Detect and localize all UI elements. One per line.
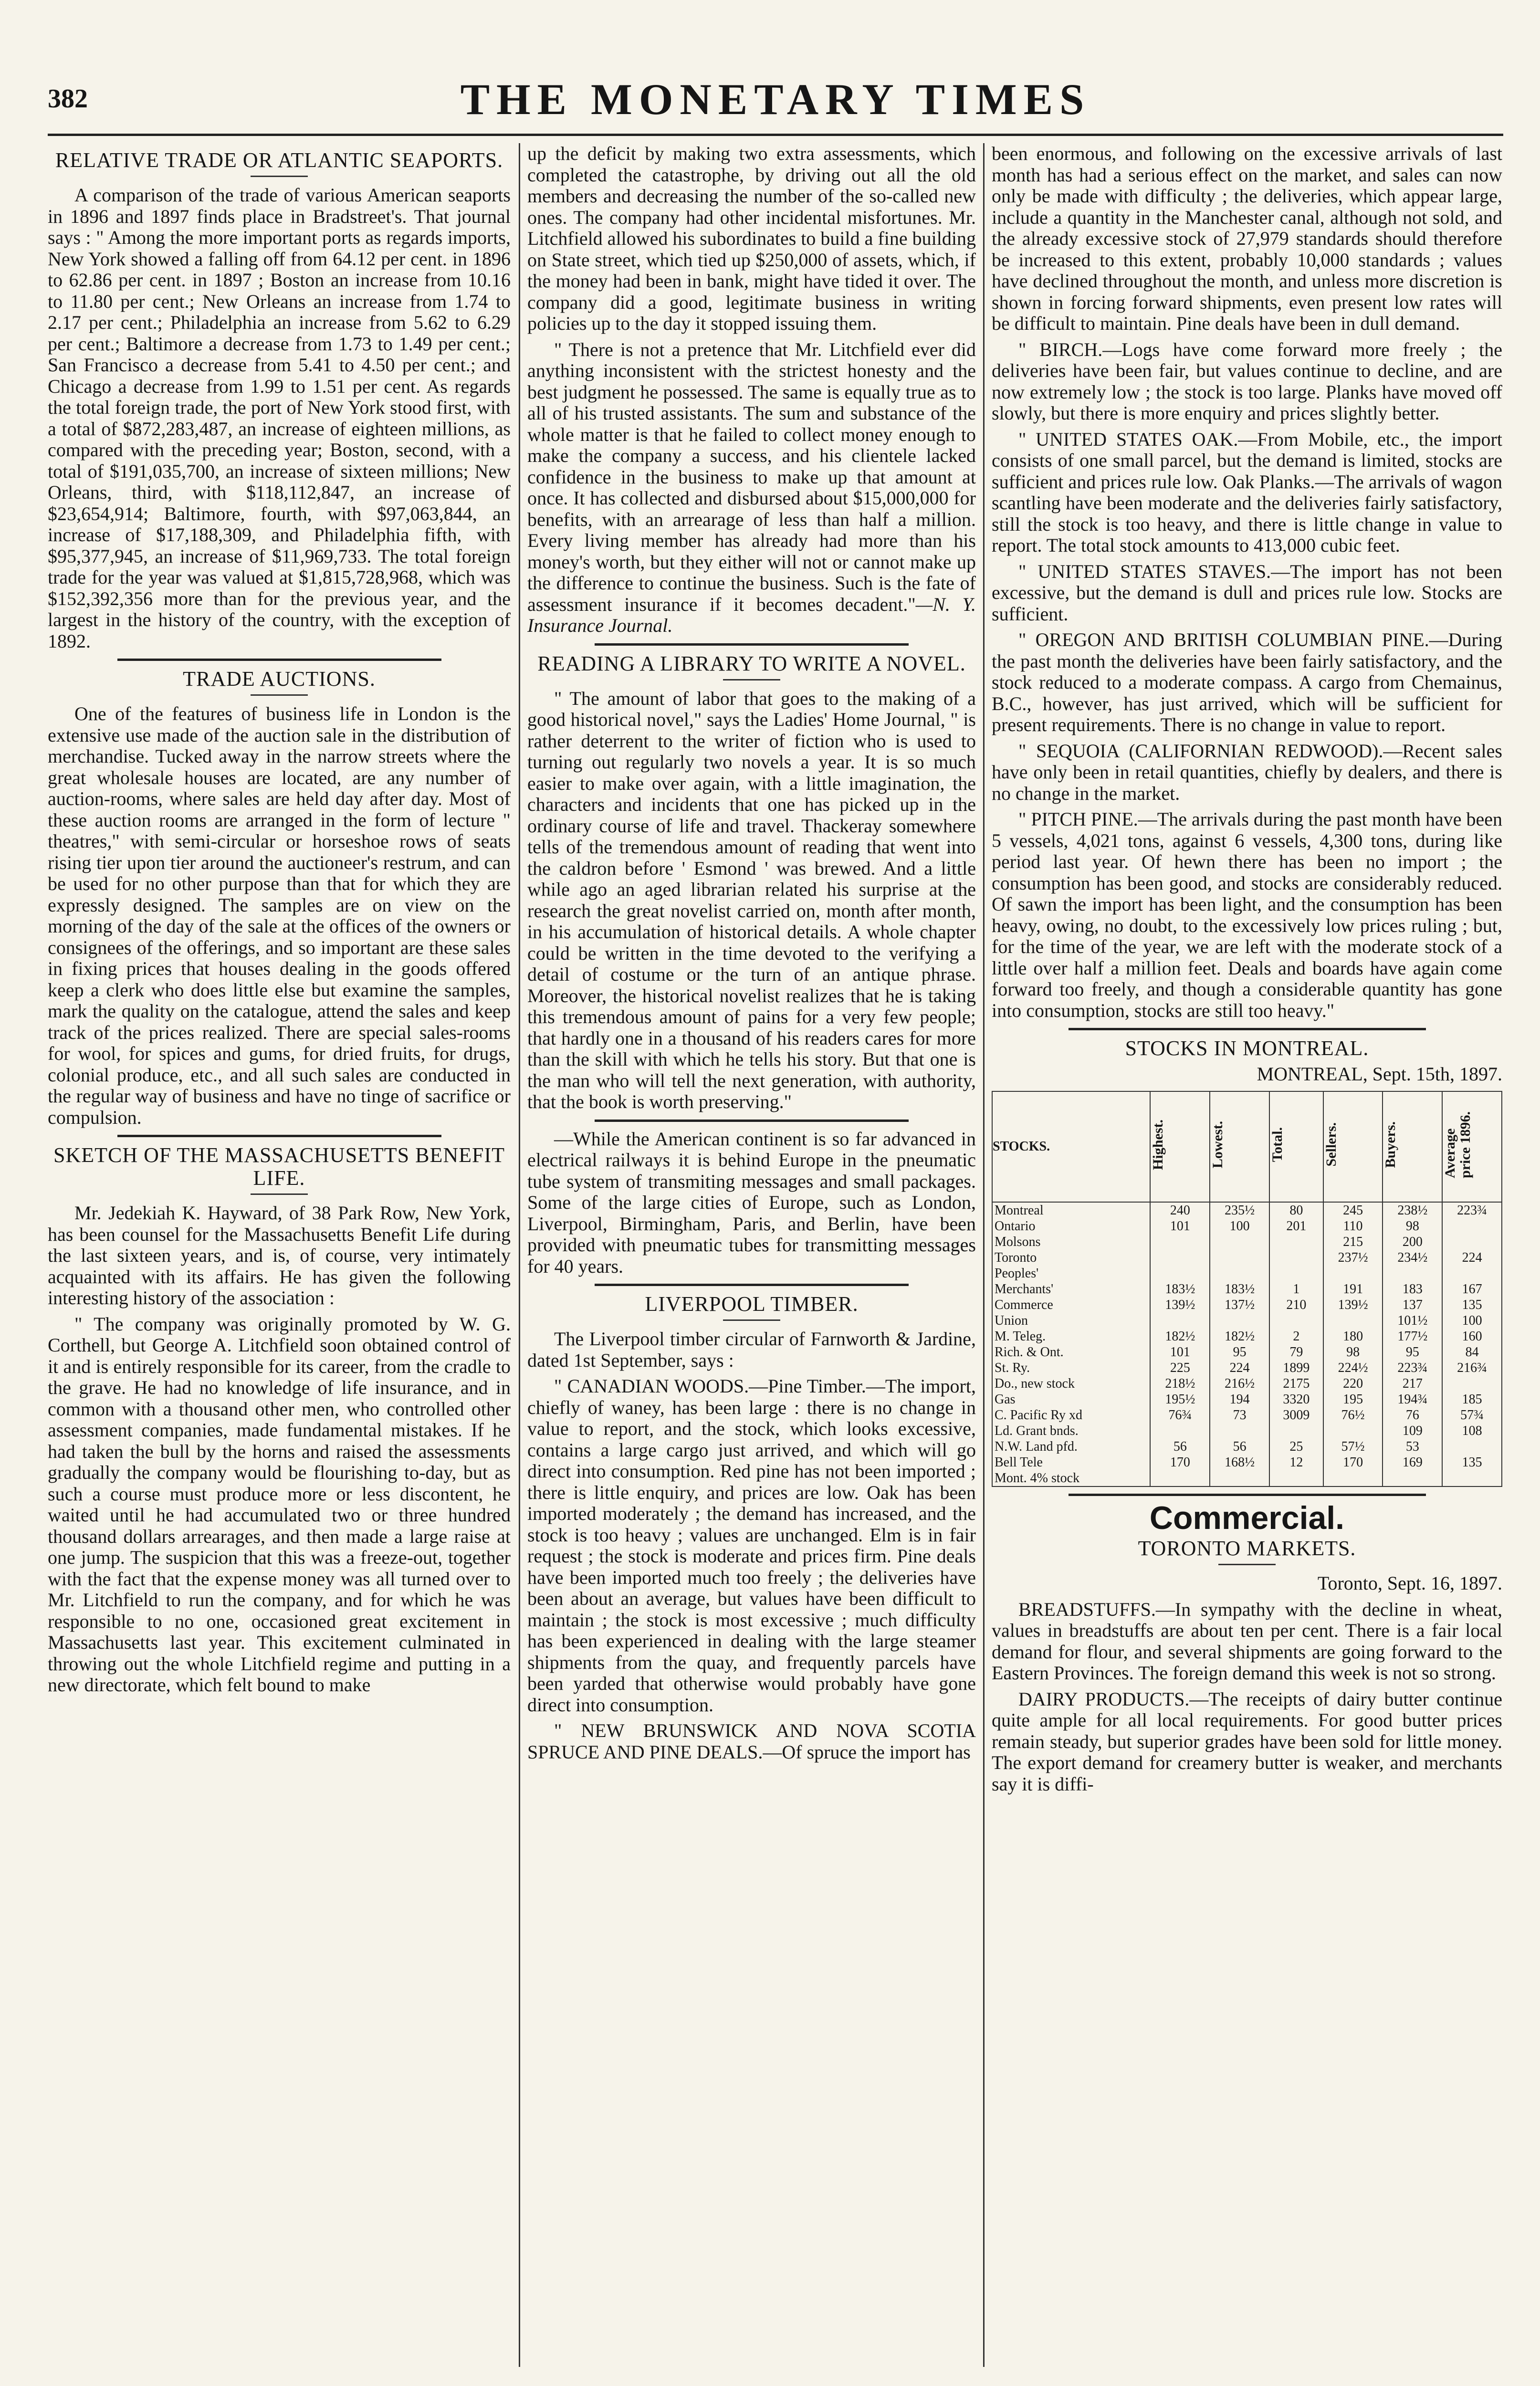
stock-name: Commerce bbox=[992, 1297, 1150, 1313]
stock-value: 53 bbox=[1383, 1439, 1442, 1455]
stock-value bbox=[1323, 1423, 1383, 1439]
stocks-header-label: Buyers. bbox=[1383, 1121, 1399, 1168]
stock-value: 169 bbox=[1383, 1455, 1442, 1470]
article-paragraph bbox=[527, 339, 976, 637]
stock-value bbox=[1442, 1218, 1502, 1234]
stock-value: 98 bbox=[1383, 1218, 1442, 1234]
stock-value bbox=[1442, 1439, 1502, 1455]
stocks-row bbox=[992, 1423, 1502, 1439]
stocks-header-cell bbox=[1442, 1091, 1502, 1202]
stock-value: 218½ bbox=[1150, 1376, 1210, 1392]
stock-value bbox=[1210, 1266, 1269, 1281]
stocks-dateline: MONTREAL, Sept. 15th, 1897. bbox=[1257, 1063, 1502, 1085]
stock-value bbox=[1383, 1266, 1442, 1281]
stock-value: 57½ bbox=[1323, 1439, 1383, 1455]
stock-value bbox=[1323, 1266, 1383, 1281]
article-divider bbox=[117, 1135, 441, 1137]
stock-value: 201 bbox=[1269, 1218, 1323, 1234]
stocks-header-cell: STOCKS. bbox=[992, 1091, 1150, 1202]
stock-value: 108 bbox=[1442, 1423, 1502, 1439]
column-divider-1 bbox=[519, 143, 520, 2367]
stock-value: 109 bbox=[1383, 1423, 1442, 1439]
stocks-row bbox=[992, 1281, 1502, 1297]
stocks-header-cell bbox=[1150, 1091, 1210, 1202]
stock-value: 3009 bbox=[1269, 1407, 1323, 1423]
article-title: SKETCH OF THE MASSACHUSETTS BENEFIT LIFE. bbox=[53, 1143, 505, 1190]
stock-value: 183 bbox=[1383, 1281, 1442, 1297]
stocks-row bbox=[992, 1202, 1502, 1218]
stock-value: 12 bbox=[1269, 1455, 1323, 1470]
stock-value: 216½ bbox=[1210, 1376, 1269, 1392]
stock-value: 225 bbox=[1150, 1360, 1210, 1376]
stocks-row bbox=[992, 1329, 1502, 1344]
article-paragraph: " SEQUOIA (CALIFORNIAN REDWOOD).—Recent sales have only been in retail quantities, chiefly by dealers, and there is no change in the market. bbox=[992, 740, 1502, 804]
article-title: LIVERPOOL TIMBER. bbox=[645, 1292, 859, 1316]
stocks-row bbox=[992, 1344, 1502, 1360]
article-title: TRADE AUCTIONS. bbox=[183, 667, 376, 691]
stocks-header-label: Average price 1896. bbox=[1442, 1111, 1474, 1178]
stock-value bbox=[1150, 1470, 1210, 1486]
article-paragraph: " The amount of labor that goes to the making of a good historical novel," says the Ladies' Home Journal, " is rather deterrent to the writer of fiction who is used to turning out regularly two novels a year. It is so much easier to make over again, with a little imagination, the characters and incidents that one has picked up in the ordinary course of life and travel. Thackeray somewhere tells of the tremendous amount of reading that went into the caldron before ' Esmond ' was brewed. And a little while ago an aged librarian related his surprise at the research the great novelist carried on, month after month, in his accumulation of historical details. A whole chapter could be written in the time devoted to the verifying a detail of costume or the turn of an antique phrase. Moreover, the historical novelist realizes that he is taking this tremendous amount of pains for a very few people; that hardly one in a thousand of his readers cares for more than the skill with which he tells his story. But that one is the man who will tell the next generation, with authority, that the book is worth preserving." bbox=[527, 687, 976, 1112]
stock-value: 240 bbox=[1150, 1202, 1210, 1218]
article-paragraph: —While the American continent is so far advanced in electrical railways it is behind Europe in the pneumatic tube system of transmiting messages and small packages. Some of the large cities of Europe, such as London, Liverpool, Birmingham, Paris, and Berlin, have been provided with pneumatic tubes for transmitting messages for 40 years. bbox=[527, 1128, 976, 1277]
stock-value: 215 bbox=[1323, 1234, 1383, 1250]
stocks-row bbox=[992, 1313, 1502, 1329]
stock-value bbox=[1150, 1266, 1210, 1281]
stock-value: 98 bbox=[1323, 1344, 1383, 1360]
stock-value: 170 bbox=[1150, 1455, 1210, 1470]
column-3 bbox=[992, 143, 1502, 2372]
stock-name: Union bbox=[992, 1313, 1150, 1329]
stock-name: Montreal bbox=[992, 1202, 1150, 1218]
stock-value: 137½ bbox=[1210, 1297, 1269, 1313]
quote-text: " There is not a pretence that Mr. Litchfield ever did anything inconsistent with the strictest honesty and the best judgment he possessed. The same is equally true as to all of his trusted assistants. The sum and substance of the whole matter is that he failed to collect money enough to make the company a success, and his clientele lacked confidence in the business to make up that amount at once. It has collected and disbursed about $15,000,000 for benefits, with an arrearage of less than half a million. Every living member has already had more than his money's worth, but they either will not or cannot make up the difference to continue the business. Such is the fate of assessment insurance if it becomes decadent." bbox=[527, 338, 976, 615]
stock-value: 195½ bbox=[1150, 1392, 1210, 1407]
stock-value: 234½ bbox=[1383, 1250, 1442, 1266]
stock-value: 177½ bbox=[1383, 1329, 1442, 1344]
stock-name: St. Ry. bbox=[992, 1360, 1150, 1376]
article-paragraph: " CANADIAN WOODS.—Pine Timber.—The import, chiefly of waney, has been large : there is no change in value to report, and the stock, which looks excessive, contains a large cargo just arrived, and which will go direct into consumption. Red pine has not been imported ; there is little enquiry, and prices are low. Oak has been imported moderately ; the demand has increased, and the stock is too heavy ; values are unchanged. Elm is in fair request ; the stock is moderate and prices firm. Pine deals have been imported much too freely ; the deliveries have been about an average, but values have been difficult to maintain ; the stock is most excessive ; much difficulty has been experienced in dealing with the large steamer shipments from the quay, and frequently parcels have been yarded that otherwise would probably have gone direct into consumption. bbox=[527, 1375, 976, 1716]
article-divider bbox=[595, 1284, 909, 1286]
article-paragraph: DAIRY PRODUCTS.—The receipts of dairy butter continue quite ample for all local requirements. For good butter prices remain steady, but superior grades have been sold for little money. The export demand for creamery butter is weaker, and merchants say it is diffi- bbox=[992, 1688, 1502, 1795]
stock-value bbox=[1442, 1470, 1502, 1486]
stock-value: 73 bbox=[1210, 1407, 1269, 1423]
stock-value: 210 bbox=[1269, 1297, 1323, 1313]
stocks-row bbox=[992, 1250, 1502, 1266]
stock-value: 195 bbox=[1323, 1392, 1383, 1407]
stock-value: 170 bbox=[1323, 1455, 1383, 1470]
stock-value: 101½ bbox=[1383, 1313, 1442, 1329]
stock-value: 57¾ bbox=[1442, 1407, 1502, 1423]
stock-value bbox=[1210, 1234, 1269, 1250]
stock-value: 95 bbox=[1210, 1344, 1269, 1360]
stock-value: 160 bbox=[1442, 1329, 1502, 1344]
stocks-row bbox=[992, 1376, 1502, 1392]
stock-value: 167 bbox=[1442, 1281, 1502, 1297]
stocks-title: STOCKS IN MONTREAL. bbox=[1125, 1036, 1369, 1060]
stock-name: Do., new stock bbox=[992, 1376, 1150, 1392]
article-divider bbox=[1069, 1494, 1426, 1496]
article-divider bbox=[1069, 1028, 1426, 1030]
article-paragraph: " NEW BRUNSWICK AND NOVA SCOTIA SPRUCE AND PINE DEALS.—Of spruce the import has bbox=[527, 1720, 976, 1763]
stocks-table bbox=[992, 1091, 1502, 1487]
stock-value: 110 bbox=[1323, 1218, 1383, 1234]
stocks-header-row bbox=[992, 1091, 1502, 1202]
article-title: READING A LIBRARY TO WRITE A NOVEL. bbox=[537, 651, 966, 675]
stock-value: 137 bbox=[1383, 1297, 1442, 1313]
article-paragraph: " PITCH PINE.—The arrivals during the past month have been 5 vessels, 4,021 tons, against 6 vessels, 4,300 tons, during like period last year. Of hewn there has been no import ; the consumption has been good, and stocks are considerably reduced. Of sawn the import has been light, and the consumption has been heavy, owing, no doubt, to the excessively low prices ruling ; but, for the time of the year, we are left with the moderate stock of a little over half a million feet. Deals and boards have again come forward too freely, and though a considerable quantity has gone into consumption, stocks are still too heavy." bbox=[992, 808, 1502, 1021]
stock-value: 235½ bbox=[1210, 1202, 1269, 1218]
stock-value: 224 bbox=[1442, 1250, 1502, 1266]
stocks-row bbox=[992, 1218, 1502, 1234]
stock-value: 2175 bbox=[1269, 1376, 1323, 1392]
stocks-row bbox=[992, 1392, 1502, 1407]
stock-value: 185 bbox=[1442, 1392, 1502, 1407]
article-divider bbox=[595, 1120, 909, 1122]
article-title: RELATIVE TRADE OR ATLANTIC SEAPORTS. bbox=[55, 148, 503, 172]
stocks-header-label: Lowest. bbox=[1210, 1120, 1226, 1169]
article-paragraph: The Liverpool timber circular of Farnworth & Jardine, dated 1st September, says : bbox=[527, 1328, 976, 1371]
stock-value: 237½ bbox=[1323, 1250, 1383, 1266]
stock-name: Peoples' bbox=[992, 1266, 1150, 1281]
stock-value: 183½ bbox=[1150, 1281, 1210, 1297]
stock-value: 183½ bbox=[1210, 1281, 1269, 1297]
stock-name: Ontario bbox=[992, 1218, 1150, 1234]
stock-value: 216¾ bbox=[1442, 1360, 1502, 1376]
stock-value: 224 bbox=[1210, 1360, 1269, 1376]
stock-value: 139½ bbox=[1150, 1297, 1210, 1313]
stock-value: 224½ bbox=[1323, 1360, 1383, 1376]
stock-value: 139½ bbox=[1323, 1297, 1383, 1313]
stock-value bbox=[1210, 1313, 1269, 1329]
section-title: Commercial. bbox=[1149, 1499, 1345, 1536]
stock-value bbox=[1269, 1423, 1323, 1439]
column-1 bbox=[48, 143, 511, 2372]
stock-value: 2 bbox=[1269, 1329, 1323, 1344]
article-paragraph: " BIRCH.—Logs have come forward more freely ; the deliveries have been fair, but values continue to decline, and are now extremely low ; the stock is too large. Planks have moved off slowly, but there is more enquiry and prices slightly better. bbox=[992, 338, 1502, 424]
stocks-header-cell bbox=[1210, 1091, 1269, 1202]
stock-value bbox=[1269, 1234, 1323, 1250]
stock-name: Rich. & Ont. bbox=[992, 1344, 1150, 1360]
stock-value: 223¾ bbox=[1383, 1360, 1442, 1376]
stock-name: Toronto bbox=[992, 1250, 1150, 1266]
stock-value: 100 bbox=[1442, 1313, 1502, 1329]
masthead-title: THE MONETARY TIMES bbox=[460, 75, 1091, 124]
article-paragraph: One of the features of business life in London is the extensive use made of the auction sale in the distribution of merchandise. Tucked away in the narrow streets where the great wholesale houses are located, are any number of auction-rooms, where sales are held day after day. Most of these auction rooms are arranged in the form of lecture " theatres," with semi-circular or horseshoe rows of seats rising tier upon tier around the auctioneer's restrum, and can be used for no other purpose than that for which they are expressly designed. The samples are on view on the morning of the day of the sale at the offices of the owners or consignees of the offerings, and so important are these sales in fixing prices that houses dealing in the goods offered keep a clerk who does little else but examine the samples, mark the quality on the catalogue, attend the sales and keep track of the prices realized. There are special sales-rooms for wool, for spices and gums, for dried fruits, for drugs, colonial produce, etc., and all such sales are conducted in the regular way of business and have no tinge of sacrifice or compulsion. bbox=[48, 703, 511, 1128]
stocks-row bbox=[992, 1234, 1502, 1250]
page-header bbox=[48, 74, 1503, 129]
stocks-row bbox=[992, 1407, 1502, 1423]
source-credit: —N. Y. Insurance Journal. bbox=[527, 593, 976, 636]
stock-name: C. Pacific Ry xd bbox=[992, 1407, 1150, 1423]
stock-value bbox=[1323, 1470, 1383, 1486]
article-paragraph: " The company was originally promoted by W. G. Corthell, but George A. Litchfield soon obtained control of it and is entirely responsible for its career, from the cradle to the grave. He had no knowledge of life insurance, and in common with a thousand other men, who controlled other assessment companies, made fundamental mistakes. If he had taken the bull by the horns and raised the assessments gradually the company would be flourishing to-day, but as such a course must produce more or less discontent, he waited until he had accumulated two or three hundred thousand dollars arrearages, and then made a large raise at one jump. The suspicion that this was a freeze-out, together with the fact that the expense money was all turned over to Mr. Litchfield to run the company, and for which he was responsible to no one, occasioned great excitement in Massachusetts last year. This excitement culminated in throwing out the whole Litchfield regime and putting in a new directorate, which felt bound to make bbox=[48, 1313, 511, 1695]
article-paragraph: " UNITED STATES OAK.—From Mobile, etc., the import consists of one small parcel, but the demand is limited, stocks are sufficient and prices rule low. Oak Planks.—The arrivals of wagon scantling have been moderate and the deliveries fairly satisfactory, still the stock is too heavy, and there is little change in value to report. The total stock amounts to 413,000 cubic feet. bbox=[992, 428, 1502, 556]
stock-value: 223¾ bbox=[1442, 1202, 1502, 1218]
article-paragraph: A comparison of the trade of various American seaports in 1896 and 1897 finds place in Bradstreet's. That journal says : " Among the more important ports as regards imports, New York showed a falling off from 64.12 per cent. in 1896 to 62.86 per cent. in 1897 ; Boston an increase from 10.16 to 11.80 per cent.; New Orleans an increase from 1.74 to 2.17 per cent.; Philadelphia an increase from 5.62 to 6.29 per cent.; Baltimore a decrease from 1.73 to 1.49 per cent.; San Francisco a decrease from 5.41 to 4.50 per cent.; and Chicago a decrease from 1.99 to 1.51 per cent. As regards the total foreign trade, the port of New York stood first, with a total of $872,283,487, an increase of eighteen millions, as compared with the preceding year; Boston, second, with a total of $191,035,700, an increase of sixteen millions; New Orleans, third, with $118,112,847, an increase of $23,654,914; Baltimore, fourth, with $97,063,844, an increase of $17,188,309, and Philadelphia fifth, with $95,377,945, an increase of $11,969,733. The total foreign trade for the year was valued at $1,815,728,968, which was $152,392,356 more than for the previous year, and the largest in the history of the country, with the exception of 1892. bbox=[48, 184, 511, 652]
stock-value bbox=[1210, 1470, 1269, 1486]
stocks-row bbox=[992, 1455, 1502, 1470]
stock-value: 100 bbox=[1210, 1218, 1269, 1234]
masthead-rule bbox=[48, 134, 1503, 136]
stock-value bbox=[1442, 1266, 1502, 1281]
stocks-row bbox=[992, 1439, 1502, 1455]
stock-value: 1899 bbox=[1269, 1360, 1323, 1376]
stock-value bbox=[1150, 1313, 1210, 1329]
stock-value bbox=[1269, 1470, 1323, 1486]
stock-value: 79 bbox=[1269, 1344, 1323, 1360]
stock-value bbox=[1269, 1266, 1323, 1281]
article-paragraph: up the deficit by making two extra assessments, which completed the catastrophe, by driving out all the old members and decreasing the number of the so-called new ones. The company had other incidental misfortunes. Mr. Litchfield allowed his subordinates to build a fine building on State street, which tied up $250,000 of assets, which, if the money had been in bank, might have tided it over. The company did a good, legitimate business in writing policies up to the day it stopped issuing them. bbox=[527, 143, 976, 334]
stock-value bbox=[1383, 1470, 1442, 1486]
stock-name: Mont. 4% stock bbox=[992, 1470, 1150, 1486]
title-rule bbox=[251, 694, 308, 696]
article-divider bbox=[595, 643, 909, 646]
column-divider-2 bbox=[983, 143, 985, 2367]
stocks-row bbox=[992, 1470, 1502, 1486]
title-rule bbox=[723, 679, 780, 680]
stocks-header-label: Total. bbox=[1269, 1127, 1285, 1162]
stock-value: 182½ bbox=[1210, 1329, 1269, 1344]
stock-value: 135 bbox=[1442, 1297, 1502, 1313]
stock-value bbox=[1269, 1250, 1323, 1266]
stocks-header-label: Sellers. bbox=[1323, 1122, 1339, 1167]
article-divider bbox=[117, 659, 441, 661]
stock-value: 191 bbox=[1323, 1281, 1383, 1297]
stock-value: 200 bbox=[1383, 1234, 1442, 1250]
stock-name: Molsons bbox=[992, 1234, 1150, 1250]
title-rule bbox=[1218, 1564, 1276, 1565]
stock-name: Ld. Grant bnds. bbox=[992, 1423, 1150, 1439]
article-paragraph: " OREGON AND BRITISH COLUMBIAN PINE.—During the past month the deliveries have been fairly satisfactory, and the stock reduced to a moderate compass. A cargo from Chemainus, B.C., however, has just arrived, which will be sufficient for present requirements. There is no change in value to report. bbox=[992, 629, 1502, 735]
title-rule bbox=[251, 1193, 308, 1195]
title-rule bbox=[251, 176, 308, 177]
stock-name: M. Teleg. bbox=[992, 1329, 1150, 1344]
stock-value bbox=[1150, 1234, 1210, 1250]
stock-name: N.W. Land pfd. bbox=[992, 1439, 1150, 1455]
column-2 bbox=[527, 143, 976, 2372]
article-paragraph: Mr. Jedekiah K. Hayward, of 38 Park Row, New York, has been counsel for the Massachusetts Benefit Life during the last sixteen years, and is, of course, very intimately acquainted with its affairs. He has given the following interesting history of the association : bbox=[48, 1202, 511, 1308]
stock-value: 180 bbox=[1323, 1329, 1383, 1344]
stock-value: 95 bbox=[1383, 1344, 1442, 1360]
stock-value bbox=[1442, 1376, 1502, 1392]
stock-name: Gas bbox=[992, 1392, 1150, 1407]
stocks-row bbox=[992, 1266, 1502, 1281]
stock-value: 194¾ bbox=[1383, 1392, 1442, 1407]
stock-name: Bell Tele bbox=[992, 1455, 1150, 1470]
stock-value: 56 bbox=[1210, 1439, 1269, 1455]
page-number: 382 bbox=[48, 84, 88, 114]
stock-value: 76½ bbox=[1323, 1407, 1383, 1423]
title-rule bbox=[723, 1319, 780, 1321]
stock-value: 76 bbox=[1383, 1407, 1442, 1423]
stock-value: 245 bbox=[1323, 1202, 1383, 1218]
stock-value: 56 bbox=[1150, 1439, 1210, 1455]
stock-value: 25 bbox=[1269, 1439, 1323, 1455]
stock-value: 101 bbox=[1150, 1344, 1210, 1360]
stock-value: 194 bbox=[1210, 1392, 1269, 1407]
stock-value bbox=[1442, 1234, 1502, 1250]
toronto-dateline: Toronto, Sept. 16, 1897. bbox=[1317, 1572, 1502, 1594]
article-title: TORONTO MARKETS. bbox=[1138, 1537, 1356, 1560]
stock-value: 217 bbox=[1383, 1376, 1442, 1392]
stocks-header-label: Highest. bbox=[1150, 1119, 1166, 1170]
stock-value: 76¾ bbox=[1150, 1407, 1210, 1423]
stocks-header-cell bbox=[1323, 1091, 1383, 1202]
stock-value: 220 bbox=[1323, 1376, 1383, 1392]
stocks-row bbox=[992, 1297, 1502, 1313]
stock-name: Merchants' bbox=[992, 1281, 1150, 1297]
stock-value bbox=[1150, 1250, 1210, 1266]
stock-value: 238½ bbox=[1383, 1202, 1442, 1218]
stock-value: 3320 bbox=[1269, 1392, 1323, 1407]
stock-value bbox=[1150, 1423, 1210, 1439]
stock-value: 1 bbox=[1269, 1281, 1323, 1297]
stock-value: 84 bbox=[1442, 1344, 1502, 1360]
article-paragraph: BREADSTUFFS.—In sympathy with the decline in wheat, values in breadstuffs are about ten per cent. There is a fair local demand for flour, and several shipments are going forward to the Eastern Provinces. The foreign demand this week is not so strong. bbox=[992, 1598, 1502, 1684]
stock-value bbox=[1210, 1423, 1269, 1439]
stock-value: 135 bbox=[1442, 1455, 1502, 1470]
stock-value bbox=[1323, 1313, 1383, 1329]
stock-value: 101 bbox=[1150, 1218, 1210, 1234]
stock-value: 80 bbox=[1269, 1202, 1323, 1218]
stock-value bbox=[1210, 1250, 1269, 1266]
article-paragraph: been enormous, and following on the excessive arrivals of last month has had a serious effect on the market, and sales can now only be made with difficulty ; the deliveries, which appear large, include a quantity in the Manchester canal, although not sold, and the already excessive stock of 27,979 standards should therefore be increased to this extent, probably 10,000 standards ; values have declined throughout the month, and unless more discretion is shown in forcing forward shipments, even present low rates will be difficult to maintain. Pine deals have been in dull demand. bbox=[992, 143, 1502, 334]
stocks-header-cell bbox=[1383, 1091, 1442, 1202]
article-paragraph: " UNITED STATES STAVES.—The import has not been excessive, but the demand is dull and prices rule low. Stocks are sufficient. bbox=[992, 560, 1502, 625]
stock-value bbox=[1269, 1313, 1323, 1329]
stock-value: 182½ bbox=[1150, 1329, 1210, 1344]
stock-value: 168½ bbox=[1210, 1455, 1269, 1470]
stocks-header-cell bbox=[1269, 1091, 1323, 1202]
stocks-row bbox=[992, 1360, 1502, 1376]
